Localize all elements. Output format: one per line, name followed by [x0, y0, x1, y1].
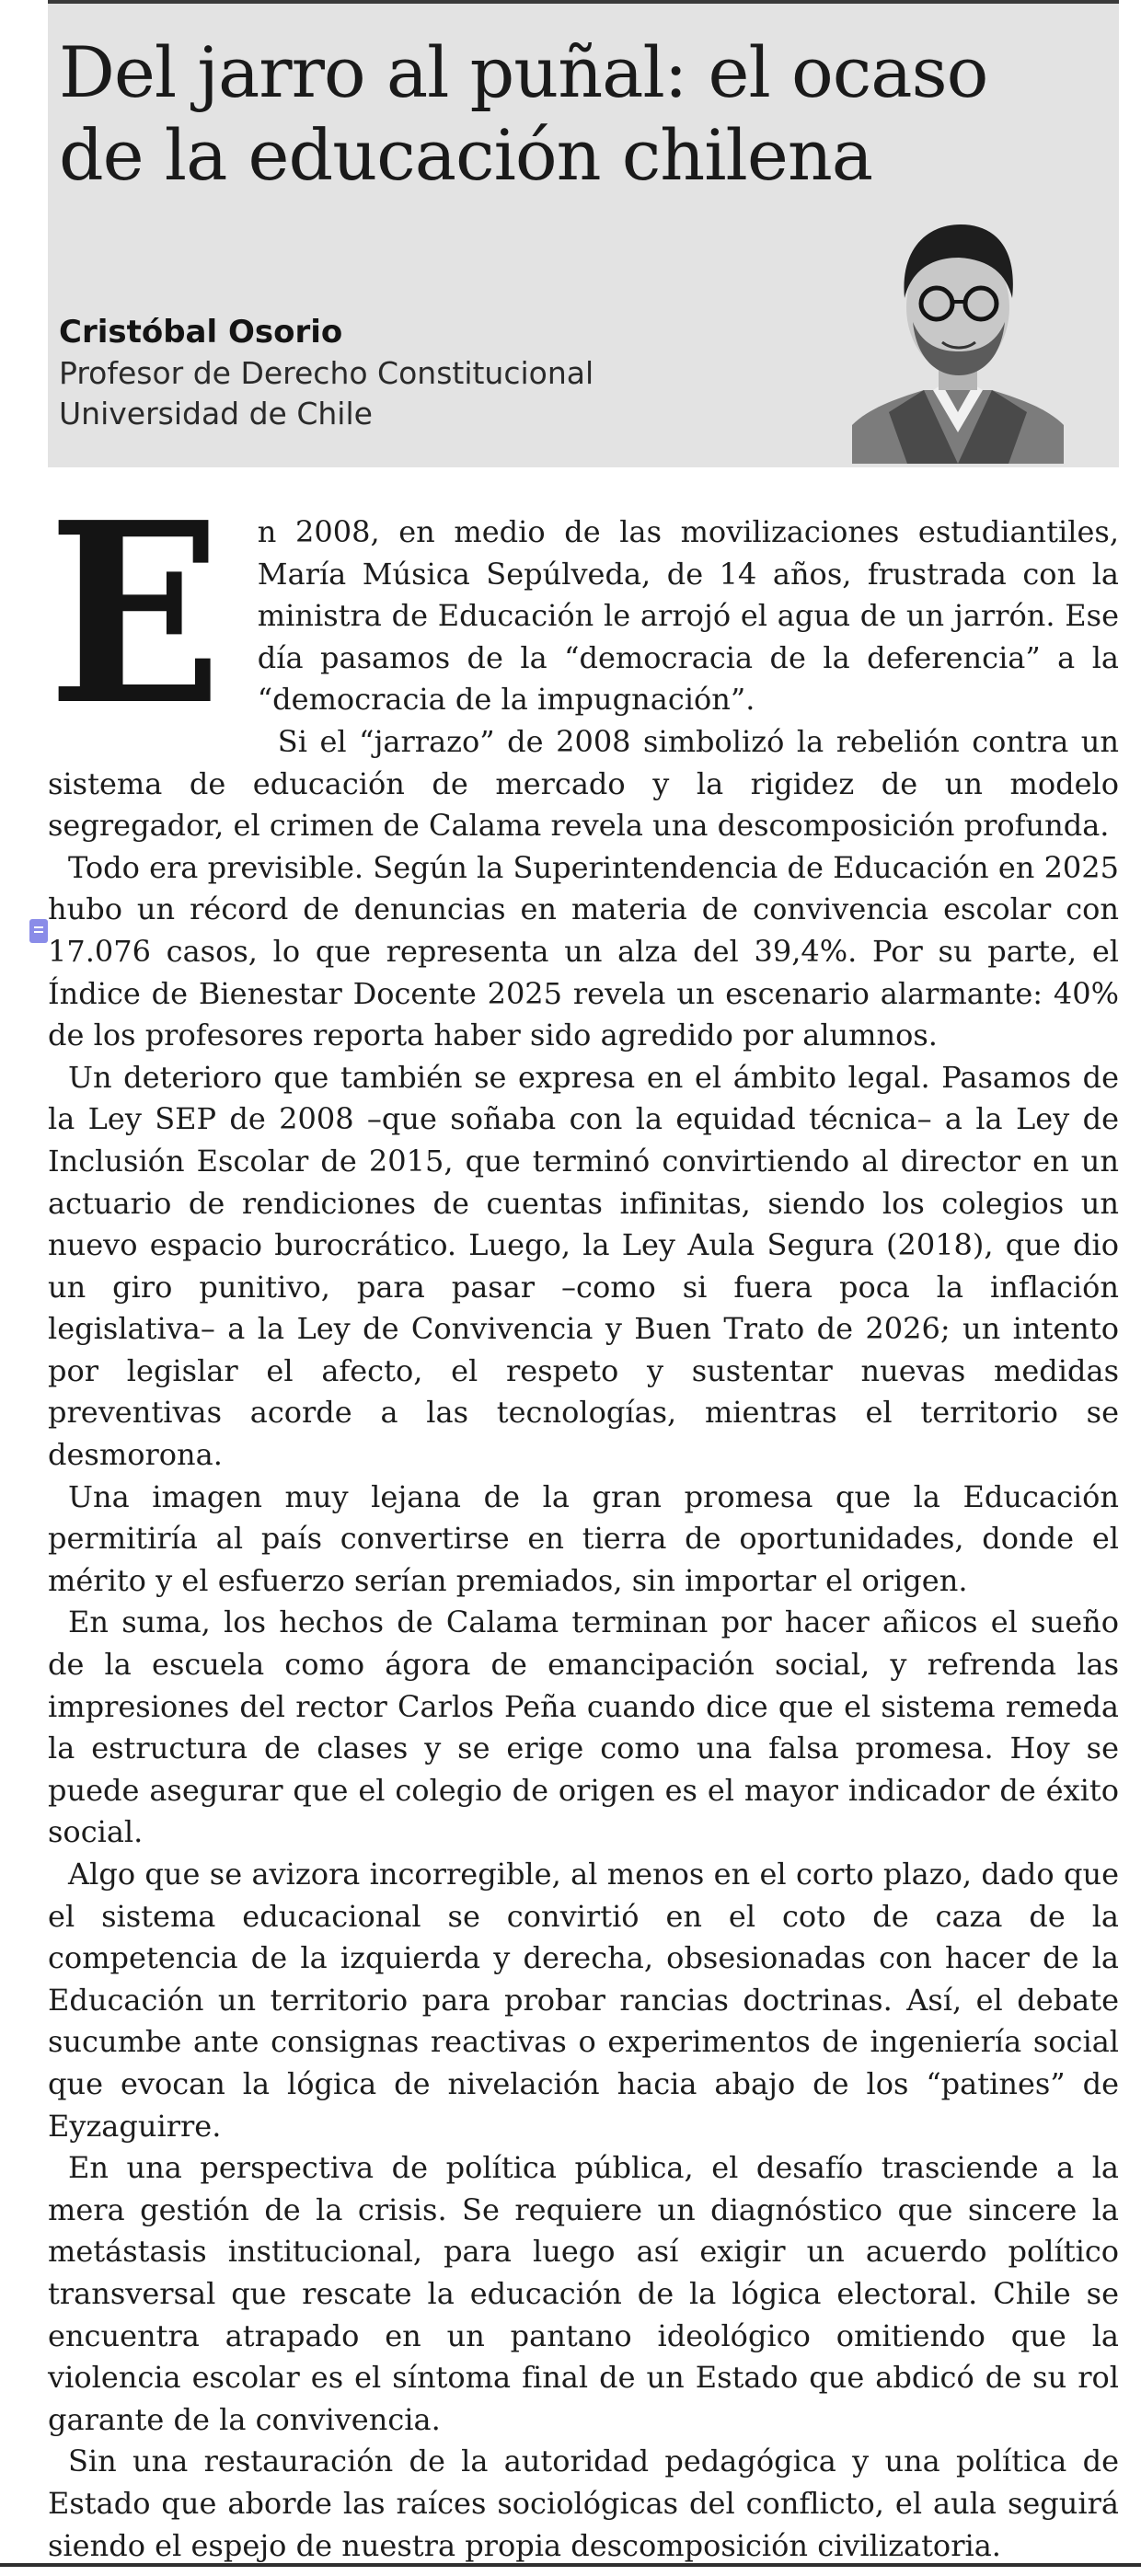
- paragraph-3: Todo era previsible. Según la Superintendencia de Educación en 2025 hubo un récord de denuncias en materia de convivencia escolar con 17.076 casos, lo que representa un alza del 39,4%. Por su parte, el Índice de Bienestar Docente 2025 revela un escenario alarmante: 40% de los profesores reporta haber sido agredido por alumnos.: [48, 849, 1119, 1053]
- paragraph-8: En una perspectiva de política pública, el desafío trasciende a la mera gestión de la crisis. Se requiere un diagnóstico que sincere la metástasis institucional, para luego así exigir un acuerdo político transversal que rescate la educación de la lógica electoral. Chile se encuentra atrapado en un pantano ideológico omitiendo que la violencia escolar es el síntoma final de un Estado que abdicó de su rol garante de la convivencia.: [48, 2150, 1119, 2437]
- paragraph-7: Algo que se avizora incorregible, al menos en el corto plazo, dado que el sistema educacional se convirtió en el coto de caza de la competencia de la izquierda y derecha, obsesionadas con hacer de la Educación un territorio para probar rancias doctrinas. Así, el debate sucumbe ante consignas reactivas o experimentos de ingeniería social que evocan la lógica de nivelación hacia abajo de los “patines” de Eyzaguirre.: [48, 1857, 1119, 2144]
- author-block: [59, 311, 758, 434]
- note-marker-icon[interactable]: [29, 919, 48, 943]
- paragraph-2: Si el “jarrazo” de 2008 simbolizó la rebelión contra un sistema de educación de mercado y la rigidez de un modelo segregador, el crimen de Calama revela una descomposición profunda.: [48, 723, 1119, 844]
- paragraph-5: Una imagen muy lejana de la gran promesa que la Educación permitiría al país convertirse en tierra de oportunidades, donde el mérito y el esfuerzo serían premiados, sin importar el origen.: [48, 1478, 1119, 1598]
- paragraph-1-text: n 2008, en medio de las movilizaciones estudiantiles, María Música Sepúlveda, de 14 años, frustrada con la ministra de Educación le arrojó el agua de un jarrón. Ese día pasamos de la “democracia de la deferencia” a la “democracia de la impugnación”.: [257, 514, 1119, 718]
- paragraph-9: Sin una restauración de la autoridad pedagógica y una política de Estado que aborde las raíces sociológicas del conflicto, el aula seguirá siendo el espejo de nuestra propia descomposición civilizatoria.: [48, 2444, 1119, 2563]
- author-portrait-icon: [852, 195, 1064, 464]
- author-role-line-2: Universidad de Chile: [59, 396, 373, 431]
- paragraph-6: En suma, los hechos de Calama terminan por hacer añicos el sueño de la escuela como ágora de emancipación social, y refrenda las impresiones del rector Carlos Peña cuando dice que el sistema remeda la estructura de clases y se erige como una falsa promesa. Hoy se puede asegurar que el colegio de origen es el mayor indicador de éxito social.: [48, 1604, 1119, 1850]
- drop-cap: E: [48, 467, 223, 760]
- article-body: [48, 467, 1119, 2567]
- bottom-rule: [0, 2563, 1141, 2567]
- paragraph-1: [48, 467, 1119, 760]
- article-headline: Del jarro al puñal: el ocaso de la educación chilena: [59, 31, 988, 196]
- author-name: Cristóbal Osorio: [59, 314, 343, 351]
- paragraph-4: Un deterioro que también se expresa en el ámbito legal. Pasamos de la Ley SEP de 2008 –que soñaba con la equidad técnica– a la Ley de Inclusión Escolar de 2015, que terminó convirtiendo al director en un actuario de rendiciones de cuentas infinitas, siendo los colegios un nuevo espacio burocrático. Luego, la Ley Aula Segura (2018), que dio un giro punitivo, para pasar –como si fuera poca la inflación legislativa– a la Ley de Convivencia y Buen Trato de 2026; un intento por legislar el afecto, el respeto y sustentar nuevas medidas preventivas acorde a las tecnologías, mientras el territorio se desmorona.: [48, 1059, 1119, 1473]
- author-role-line-1: Profesor de Derecho Constitucional: [59, 355, 594, 391]
